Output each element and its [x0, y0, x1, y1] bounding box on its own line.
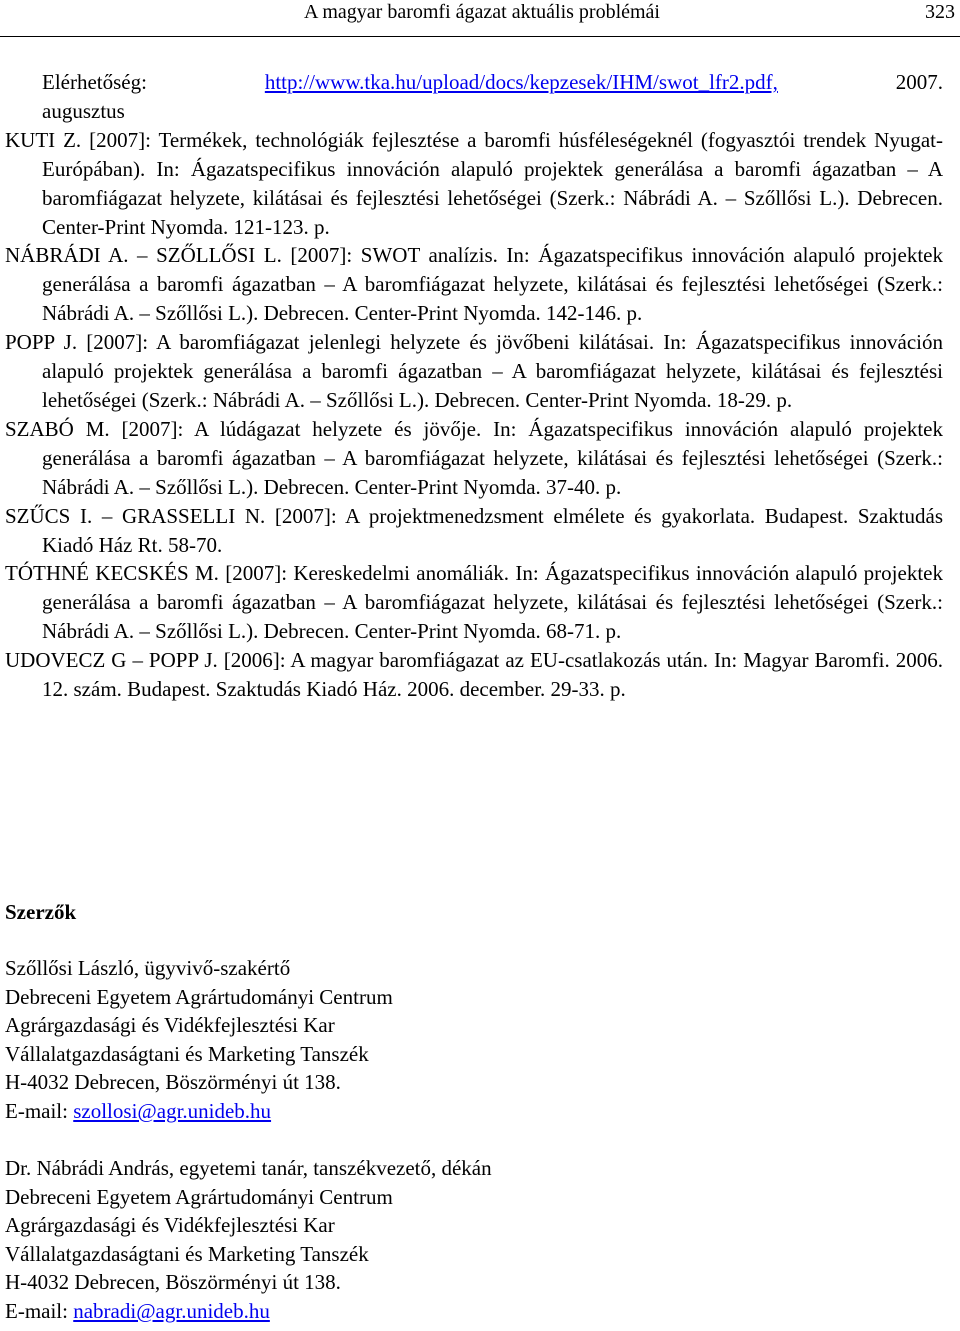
reference-item: KUTI Z. [2007]: Termékek, technológiák fejlesztése a baromfi húsféleségeknél (fogyasztói trendek Nyugat-Európában). In: Ágazatspecifikus innováción alapuló projektek generálása a baromfi ágazatban – A baromfiágazat helyzete, kilátásai és fejlesztési lehetőségei (Szerk.: Nábrádi A. – Szőllősi L.). Debrecen. Center-Print Nyomda. 121-123. p.	[5, 127, 943, 239]
reference-link[interactable]: http://www.tka.hu/upload/docs/kepzesek/IHM/swot_lfr2.pdf,	[264, 70, 778, 94]
author-block	[5, 954, 905, 1126]
email-label: E-mail:	[5, 1298, 74, 1323]
email-label: E-mail:	[5, 1098, 74, 1123]
reference-item: SZABÓ M. [2007]: A lúdágazat helyzete és jövője. In: Ágazatspecifikus innováción alapuló projektek generálása a baromfi ágazatban – A baromfiágazat helyzete, kilátásai és fejlesztési lehetőségei (Szerk.: Nábrádi A. – Szőllősi L.). Debrecen. Center-Print Nyomda. 37-40. p.	[5, 416, 943, 499]
author-department: Vállalatgazdaságtani és Marketing Tanszék	[5, 1041, 369, 1066]
reference-list	[5, 68, 943, 704]
reference-year: 2007.	[895, 70, 943, 94]
reference-item: POPP J. [2007]: A baromfiágazat jelenlegi helyzete és jövőbeni kilátásai. In: Ágazatspecifikus innováción alapuló projektek generálása a baromfi ágazatban – A baromfiágazat helyzete, kilátásai és fejlesztési lehetőségei (Szerk.: Nábrádi A. – Szőllősi L.). Debrecen. Center-Print Nyomda. 18-29. p.	[5, 330, 943, 412]
author-block	[5, 1154, 905, 1326]
page-number: 323	[925, 1, 955, 23]
author-name: Dr. Nábrádi András, egyetemi tanár, tanszékvezető, dékán	[5, 1156, 492, 1180]
reference-tail: augusztus	[42, 98, 125, 123]
author-affiliation: Debreceni Egyetem Agrártudományi Centrum	[5, 984, 393, 1009]
author-email-line	[5, 1097, 905, 1126]
author-address: H-4032 Debrecen, Böszörményi út 138.	[5, 1270, 341, 1295]
author-name: Szőllősi László, ügyvivő-szakértő	[5, 956, 291, 980]
authors-heading: Szerzők	[5, 900, 77, 924]
reference-item: TÓTHNÉ KECSKÉS M. [2007]: Kereskedelmi anomáliák. In: Ágazatspecifikus innováción alapuló projektek generálása a baromfi ágazatban – A baromfiágazat helyzete, kilátásai és fejlesztési lehetőségei (Szerk.: Nábrádi A. – Szőllősi L.). Debrecen. Center-Print Nyomda. 68-71. p.	[5, 561, 943, 644]
author-faculty: Agrárgazdasági és Vidékfejlesztési Kar	[5, 1213, 335, 1238]
author-email-line	[5, 1297, 905, 1326]
reference-item: SZŰCS I. – GRASSELLI N. [2007]: A projektmenedzsment elmélete és gyakorlata. Budapest. Szaktudás Kiadó Ház Rt. 58-70.	[5, 503, 943, 557]
author-department: Vállalatgazdaságtani és Marketing Tanszék	[5, 1241, 369, 1266]
reference-item	[5, 68, 943, 126]
author-address: H-4032 Debrecen, Böszörményi út 138.	[5, 1070, 341, 1095]
page-header	[0, 0, 960, 37]
running-title: A magyar baromfi ágazat aktuális problémái	[304, 1, 660, 23]
email-link[interactable]: nabradi@agr.unideb.hu	[73, 1298, 270, 1323]
availability-label: Elérhetőség:	[42, 70, 147, 94]
reference-item: NÁBRÁDI A. – SZŐLLŐSI L. [2007]: SWOT analízis. In: Ágazatspecifikus innováción alapuló projektek generálása a baromfi ágazatban – A baromfiágazat helyzete, kilátásai és fejlesztési lehetőségei (Szerk.: Nábrádi A. – Szőllősi L.). Debrecen. Center-Print Nyomda. 142-146. p.	[5, 243, 943, 326]
author-affiliation: Debreceni Egyetem Agrártudományi Centrum	[5, 1184, 393, 1209]
author-faculty: Agrárgazdasági és Vidékfejlesztési Kar	[5, 1013, 335, 1038]
reference-item: UDOVECZ G – POPP J. [2006]: A magyar baromfiágazat az EU-csatlakozás után. In: Magyar Baromfi. 2006. 12. szám. Budapest. Szaktudás Kiadó Ház. 2006. december. 29-33. p.	[5, 648, 943, 702]
email-link[interactable]: szollosi@agr.unideb.hu	[73, 1098, 272, 1123]
